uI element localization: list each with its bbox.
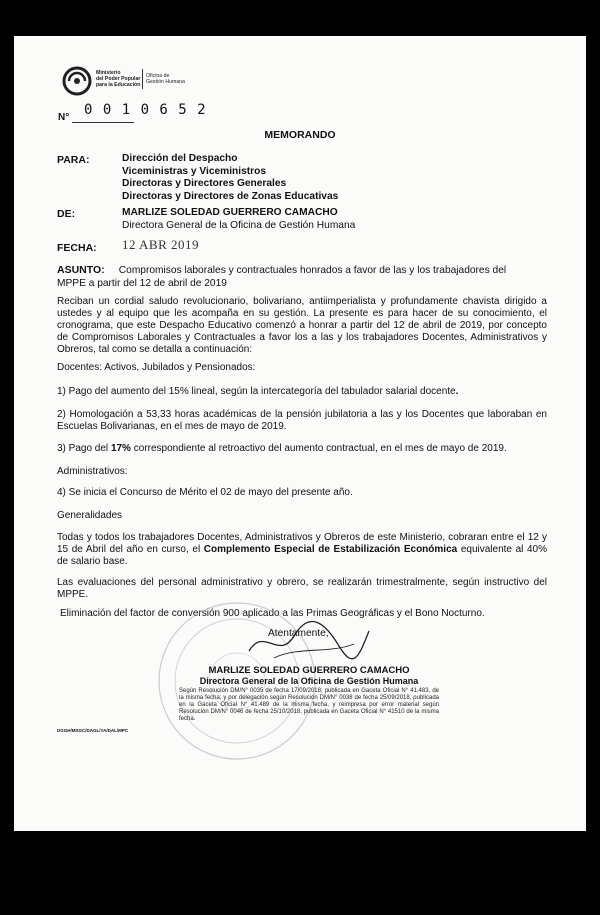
gen-1: [57, 532, 547, 568]
item-1-end: .: [455, 386, 459, 397]
gen-1-post: equivalente al 40% de salario base.: [57, 544, 547, 567]
asunto: [57, 264, 547, 290]
item-1: [57, 386, 547, 398]
office-name: [146, 73, 185, 85]
ministry-logo: [62, 64, 192, 102]
memo-title: MEMORANDO: [264, 129, 336, 141]
item-2: 2) Homologación a 53,33 horas académicas de la pensión jubilatoria a las y los Docentes que laboraban en Escuelas Bolivarianas, en el mes de mayo de 2019.: [57, 409, 547, 432]
item-3-post: correspondiente al retroactivo del aumento contractual, en el mes de mayo de 2019.: [130, 443, 507, 454]
para-label: PARA:: [57, 154, 90, 166]
generalidades-heading: Generalidades: [57, 510, 123, 521]
de-label: DE:: [57, 208, 76, 220]
ministry-emblem-icon: [62, 66, 92, 96]
item-3: [57, 443, 547, 455]
memo-number-underline: [72, 122, 134, 123]
item-4: 4) Se inicia el Concurso de Mérito el 02 de mayo del presente año.: [57, 487, 353, 498]
reference-code: DGGH/MSGC/DAGL/YA/DAL/MPC: [57, 728, 129, 733]
gen-2: Las evaluaciones del personal administrativo y obrero, se realizarán trimestralmente, según instructivo del MPPE.: [57, 577, 547, 600]
ministry-name: [96, 70, 140, 88]
signature-resolution: Según Resolución DM/N° 0035 de fecha 17/09/2018, publicada en Gaceta Oficial N° 41.483, de la misma fecha; y por delegación según Resolución DM/N° 0038 de fecha 25/09/2018, publicada en la Gaceta Oficial N° 41.489 de la misma fecha, y reimpresa por error material según Resolución DM/N° 0046 de fecha 25/10/2018, publicada en Gaceta Oficial N° 41510 de la misma fecha.: [179, 688, 439, 722]
closing: Atentamente,: [268, 628, 329, 639]
office-line: Gestión Humana: [146, 79, 185, 85]
admin-heading: Administrativos:: [57, 466, 128, 477]
recipient: Directoras y Directores de Zonas Educativas: [122, 190, 339, 202]
office-line: Oficina de: [146, 73, 170, 79]
item-3-bold: 17%: [110, 443, 131, 454]
memo-page: [14, 36, 586, 831]
logo-line: para la Educación: [96, 82, 141, 88]
memo-number-label: N°: [58, 112, 70, 123]
gen-1-bold: Complemento Especial de Estabilización Económica: [203, 544, 458, 555]
logo-divider: [142, 69, 143, 89]
para-recipients: [122, 153, 338, 203]
signature-name: MARLIZE SOLEDAD GUERRERO CAMACHO: [208, 665, 410, 676]
recipient: Dirección del Despacho: [122, 153, 238, 164]
logo-line: Ministerio: [96, 70, 121, 76]
memo-number: 0 0 1 0 6 5 2: [84, 102, 207, 118]
item-1-text: 1) Pago del aumento del 15% lineal, según la intercategoría del tabulador salarial docente: [57, 386, 456, 397]
recipient: Viceministras y Viceministros: [122, 165, 267, 177]
logo-line: del Poder Popular: [96, 76, 141, 82]
sender-name: MARLIZE SOLEDAD GUERRERO CAMACHO: [122, 207, 338, 218]
gen-3: Eliminación del factor de conversión 900 aplicado a las Primas Geográficas y el Bono Nocturno.: [60, 608, 485, 619]
sender-role: Directora General de la Oficina de Gestión Humana: [122, 219, 356, 231]
asunto-line2: MPPE a partir del 12 de abril de 2019: [57, 277, 227, 289]
docentes-heading: Docentes: Activos, Jubilados y Pensionados:: [57, 362, 256, 373]
recipient: Directoras y Directores Generales: [122, 178, 287, 189]
fecha-stamp: 12 ABR 2019: [122, 237, 200, 252]
item-3-pre: 3) Pago del: [57, 443, 111, 454]
signature-role: Directora General de la Oficina de Gestión Humana: [199, 676, 419, 686]
gen-1-pre: Todas y todos los trabajadores Docentes, Administrativos y Obreros de este Ministerio, cobraran entre el 12 y 15 de Abril del año en curso, el: [57, 532, 547, 555]
asunto-line1: Compromisos laborales y contractuales honrados a favor de las y los trabajadores del: [118, 265, 507, 276]
fecha-label: FECHA:: [57, 242, 97, 254]
asunto-label: ASUNTO:: [57, 264, 105, 276]
signature-scribble-icon: [244, 616, 374, 666]
intro-paragraph: Reciban un cordial saludo revolucionario, bolivariano, antiimperialista y profundamente chavista dirigido a ustedes y al equipo que les acompaña en su gestión. La presente es para hacer de su conocimiento, el cronograma, que este Despacho Educativo comenzó a honrar a partir del 12 de abril de 2019, por concepto de Compromisos Laborales y Contractuales a favor los a las y los trabajadores Docentes, Administrativos y Obreros, tal como se detalla a continuación:: [57, 296, 547, 355]
sender: [122, 207, 355, 232]
